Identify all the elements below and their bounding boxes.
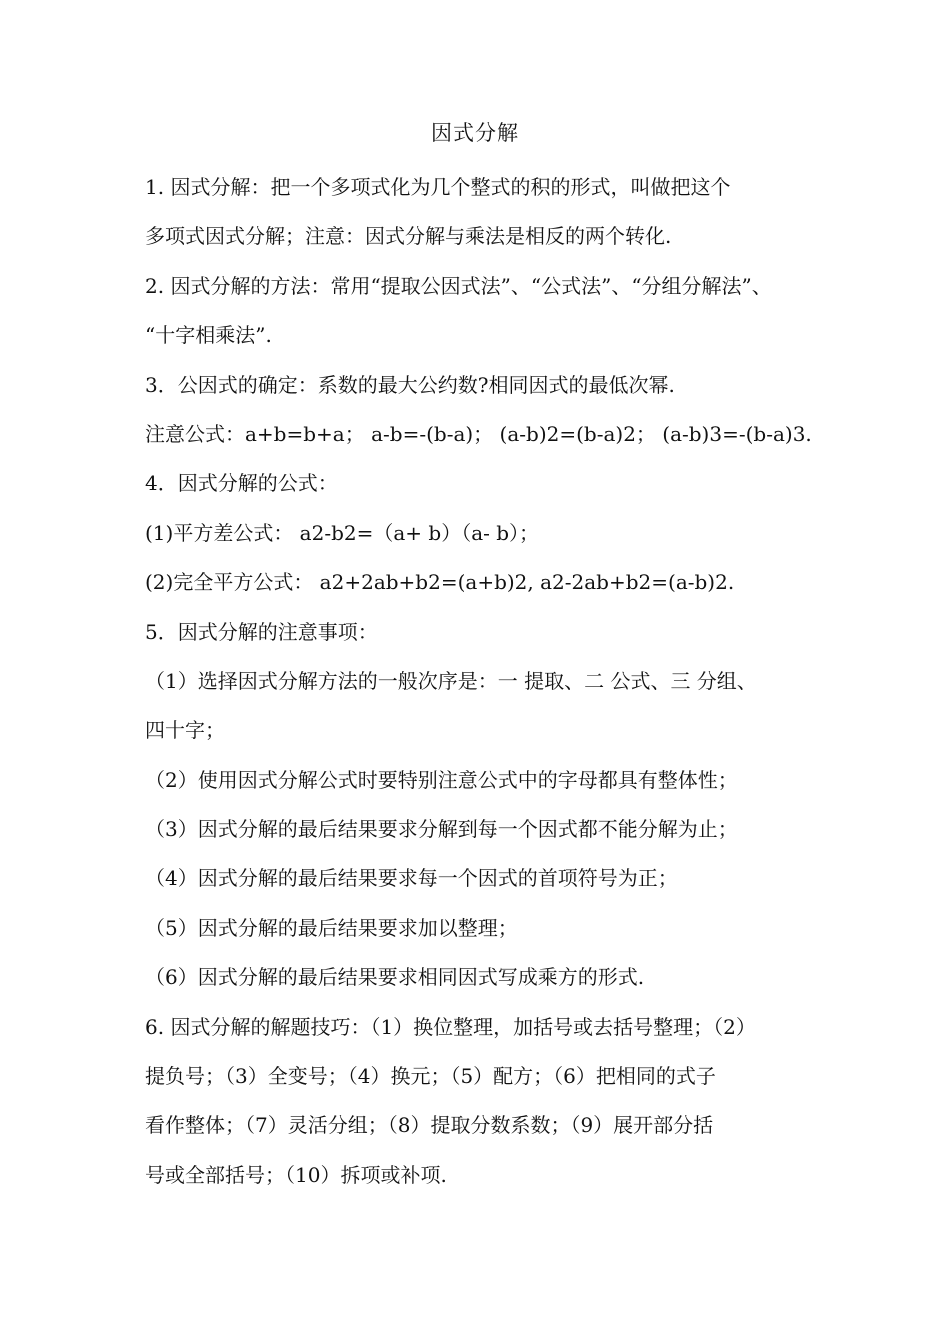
text-line: (1)平方差公式： a2-b2=（a+ b）（a- b）； <box>145 520 540 545</box>
document-body <box>145 167 815 1204</box>
text-line: 注意公式：a+b=b+a； a-b=-(b-a)； (a-b)2=(b-a)2； (a-b)3=-(b-a)3. <box>145 421 812 446</box>
text-line: “十字相乘法”. <box>145 323 272 348</box>
text-line: （4）因式分解的最后结果要求每一个因式的首项符号为正； <box>145 866 678 891</box>
text-line: （2）使用因式分解公式时要特别注意公式中的字母都具有整体性； <box>145 767 738 792</box>
text-line: （6）因式分解的最后结果要求相同因式写成乘方的形式. <box>145 965 645 990</box>
text-line: 3．公因式的确定：系数的最大公约数?相同因式的最低次幂. <box>145 372 675 397</box>
text-line: 多项式因式分解；注意：因式分解与乘法是相反的两个转化. <box>145 224 672 249</box>
text-line: 号或全部括号；（10）拆项或补项. <box>145 1162 447 1187</box>
text-line: 5．因式分解的注意事项： <box>145 619 378 644</box>
text-line: (2)完全平方公式： a2+2ab+b2=(a+b)2, a2-2ab+b2=(a-b)2. <box>145 570 735 595</box>
text-line: 提负号；（3）全变号；（4）换元；（5）配方；（6）把相同的式子 <box>145 1064 716 1089</box>
text-line: 6. 因式分解的解题技巧：（1）换位整理，加括号或去括号整理；（2） <box>145 1014 756 1039</box>
text-line: 2. 因式分解的方法：常用“提取公因式法”、“公式法”、“分组分解法”、 <box>145 273 772 298</box>
text-line: （5）因式分解的最后结果要求加以整理； <box>145 915 518 940</box>
text-line: （3）因式分解的最后结果要求分解到每一个因式都不能分解为止； <box>145 817 738 842</box>
text-line: 四十字； <box>145 718 225 743</box>
text-line: 4．因式分解的公式： <box>145 471 338 496</box>
text-line: 看作整体；（7）灵活分组；（8）提取分数系数；（9）展开部分括 <box>145 1113 714 1138</box>
text-line: （1）选择因式分解方法的一般次序是：一 提取、二 公式、三 分组、 <box>145 668 757 693</box>
text-line: 1. 因式分解：把一个多项式化为几个整式的积的形式，叫做把这个 <box>145 175 731 199</box>
page-title: 因式分解 <box>431 121 519 145</box>
